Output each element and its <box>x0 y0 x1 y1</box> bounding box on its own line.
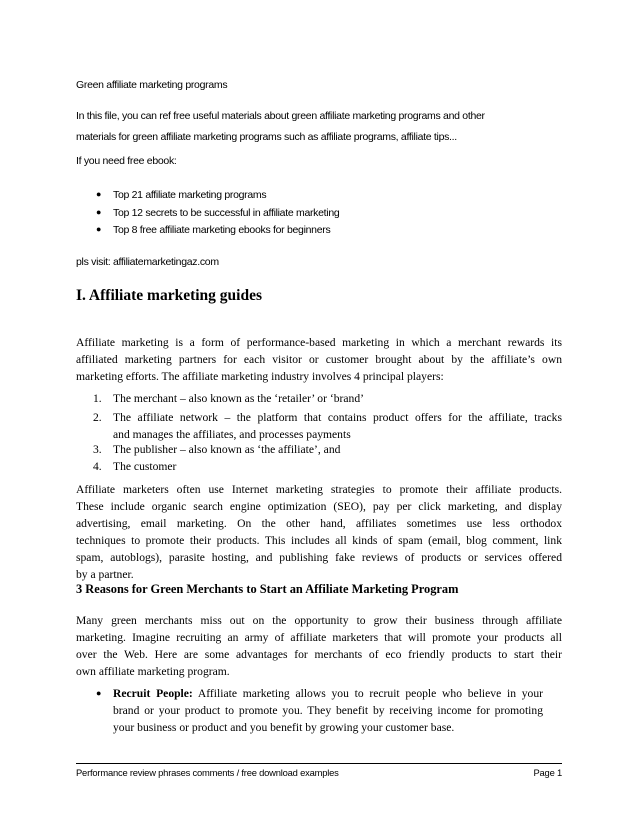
footer-divider <box>76 763 562 764</box>
reason-first-line: Recruit People: Affiliate marketing allows you to recruit people who believe in your <box>113 687 543 700</box>
document-title: Green affiliate marketing programs <box>76 79 228 91</box>
players-list-item: 2. The affiliate network – the platform that contains product offers for the affiliate, tracks and manages the affiliates, and processes payments <box>93 411 562 441</box>
intro-line: materials for green affiliate marketing programs such as affiliate programs, affiliate tips... <box>76 131 457 143</box>
bullet-icon: ● <box>96 224 102 234</box>
footer-left-text: Performance review phrases comments / free download examples <box>76 767 339 778</box>
marketing-strategies-paragraph: Affiliate marketers often use Internet marketing strategies to promote their affiliate products. These include organic search engine optimization (SEO), pay per click marketing, and display advertising, email marketing. On the other hand, affiliates sometimes use less orthodox techniques to promote their products. This includes all kinds of spam (email, blog comment, link spam, autoblogs), parasite hosting, and publishing fake reviews of products or services offered by a partner. <box>76 483 562 581</box>
affiliate-definition-paragraph: Affiliate marketing is a form of performance-based marketing in which a merchant rewards its affiliated marketing partners for each visitor or customer brought about by the affiliate’s own marketing efforts. The affiliate marketing industry involves 4 principal players: <box>76 336 562 383</box>
bullet-icon: ● <box>96 207 102 217</box>
page-footer <box>76 767 562 778</box>
page-number: Page 1 <box>533 767 562 778</box>
intro-paragraph <box>76 106 562 148</box>
ebook-prompt: If you need free ebook: <box>76 155 177 167</box>
bullet-icon: ● <box>96 688 102 698</box>
bullet-icon: ● <box>96 189 102 199</box>
section-heading: I. Affiliate marketing guides <box>76 287 262 304</box>
document-page: Green affiliate marketing programs In this file, you can ref free useful materials about green affiliate marketing programs and other materials for green affiliate marketing programs such as affiliate programs, affiliate tips... If you need free ebook: ● Top 21 affiliate marketing programs ● Top 12 secrets to be successful in affiliate marketing ● Top 8 free affiliate marketing ebooks for beginners pls visit: affiliatemarketingaz.com I. Affiliate marketing guides Affiliate marketing is a form of performance-based marketing in which a merchant rewards its affiliated marketing partners for each visitor or customer brought about by the affiliate’s own marketing efforts. The affiliate marketing industry involves 4 principal players: 1. The merchant – also known as the ‘retailer’ or ‘brand’ 2. The affiliate network – the platform that contains product offers for the affiliate, tracks and manages the affiliates, and processes payments 3. The publisher – also known as ‘the affiliate’, and 4. The customer Affiliate marketers often use Internet marketing strategies to promote their affiliate products. These include organic search engine optimization (SEO), pay per click marketing, and display advertising, email marketing. On the other hand, affiliates sometimes use less orthodox techniques to promote their products. This includes all kinds of spam (email, blog comment, link spam, autoblogs), parasite hosting, and publishing fake reviews of products or services offered by a partner. 3 Reasons for Green Merchants to Start an Affiliate Marketing Program Many green merchants miss out on the opportunity to grow their business through affiliate marketing. Imagine recruiting an army of affiliate marketers that will promote your products all over the Web. Here are some advantages for merchants of eco friendly products to start their own affiliate marketing program. ● Recruit People: Affiliate marketing allows you to recruit people who believe in your brand or your product to promote you. They benefit by receiving income for promoting your business or product and you benefit by growing your customer base. Performance review phrases comments / free download examples Page 1 <box>0 0 638 826</box>
subsection-heading: 3 Reasons for Green Merchants to Start an Affiliate Marketing Program <box>76 582 459 596</box>
green-merchants-paragraph: Many green merchants miss out on the opportunity to grow their business through affiliate marketing. Imagine recruiting an army of affiliate marketers that will promote your products all over the Web. Here are some advantages for merchants of eco friendly products to start their own affiliate marketing program. <box>76 614 562 678</box>
reason-label: Recruit People: <box>113 687 193 700</box>
intro-line: In this file, you can ref free useful materials about green affiliate marketing programs and other <box>76 110 485 122</box>
visit-link-text: pls visit: affiliatemarketingaz.com <box>76 256 219 268</box>
